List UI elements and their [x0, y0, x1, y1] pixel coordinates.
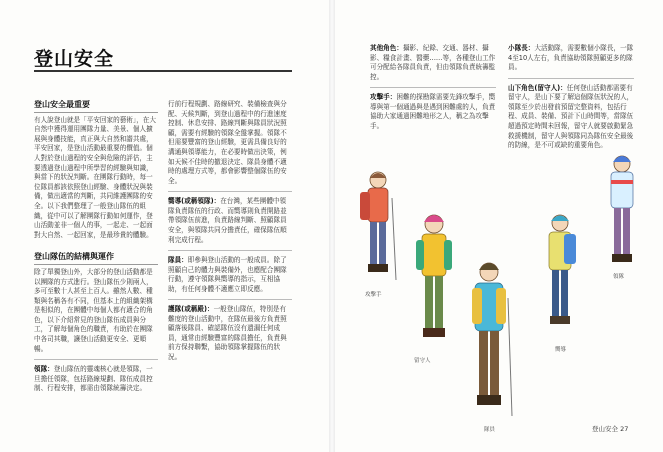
role-label: 攻擊手： [370, 93, 397, 102]
left-column-1 [34, 100, 158, 398]
section-heading-safety: 登山安全最重要 [34, 100, 158, 113]
role-guide [168, 197, 292, 245]
role-member [168, 256, 292, 294]
role-sweeper [168, 305, 292, 363]
leader-illustration [602, 152, 642, 274]
page-title: 登山安全 [34, 48, 115, 70]
role-text: 任何登山活動都需要有留守人，是山下要了解這個隊伍狀況的人，領隊至少於出發前預留完整資料，包括行程、成員、裝備、預計下山時間等，當隊伍超過預定時間未回報，留守人就要啟動緊急救援機制，留守人與領隊同為隊伍安全最後的防線，是不可或缺的重要角色。 [508, 83, 634, 150]
role-text: 一般登山隊伍，特別是有難度的登山活動中，在隊伍最後方負責照顧落後隊員、確認隊伍沒有遺漏任何成員，通常由經驗豐富的隊員擔任，負責與前方保持聯繫，協助領隊掌握隊伍的狀況。 [168, 305, 287, 362]
divider [168, 250, 292, 251]
section-body-safety: 有人說登山就是「平安回家的藝術」，在大自然中獲得運用團隊力量、美景、個人擴展與身體技能，真正與大自然和諧共處，平安回家，是登山活動最重要的價值。個人對於登山過程的安全與危險的評估，主要透過登山過程中所學習的經驗與知識，與當下的狀況判斷。在團隊行動時，每一位隊員都該依照登山經驗、身體狀況與裝備，做出適當的判斷，共同維護團隊的安全。以下我們整理了一般登山隊伍的組織，從中可以了解團隊行動如何運作，登山活動並非一個人的事，一起走、一起面對大自然、一起回家，是最珍貴的體驗。 [34, 115, 156, 239]
caption-guide: 嚮導 [555, 347, 567, 353]
caption-leader: 領隊 [613, 274, 625, 280]
attacker-illustration [356, 168, 400, 286]
role-attacker [370, 93, 496, 131]
right-column-2 [508, 44, 634, 155]
role-text: 登山隊伍的靈魂核心就是領隊，一旦擔任領隊，包括路線規劃、隊伍成員控制、行程安排，都需由領隊統籌決定。 [34, 365, 153, 393]
guide-illustration [538, 210, 582, 338]
role-text: 大活動隊，需要數個小隊長，一隊4至10人左右，負責協助領隊照顧更多的隊員。 [508, 44, 634, 72]
role-text: 即參與登山活動的一般成員。除了照顧自己的體力與裝備外，也應配合團隊行動，遵守領隊與嚮導的指示，互相協助，有任何身體不適應立即反應。 [168, 255, 287, 293]
page-footer: 登山安全 27 [592, 425, 629, 433]
section-body-structure: 除了單獨登山外，大部分的登山活動都是以團隊的方式進行。登山隊伍少則兩人，多可至數十人甚至上百人。雖然人數、種類與名稱各有不同，但基本上的組織架構是相似的，在團體中每個人都有適合的角色，以下介紹常見的登山隊伍成員與分工，了解每個角色的職責，有助於在團隊中各司其職，讓登山活動更安全、更順暢。 [34, 267, 153, 353]
role-mountain-guard [508, 84, 634, 151]
role-label: 嚮導(或稱領隊)： [168, 197, 221, 206]
divider [34, 359, 158, 360]
divider [168, 299, 292, 300]
divider [508, 78, 634, 79]
section-heading-structure: 登山隊伍的結構與運作 [34, 252, 158, 265]
role-label: 其他角色： [370, 44, 403, 52]
member-illustration [464, 258, 514, 422]
caption-attacker: 攻擊手 [365, 292, 382, 298]
divider [168, 191, 292, 192]
role-label: 領隊： [34, 365, 54, 374]
role-text: 困難的探勘隊需要先鋒攻擊手，嚮導與第一個通過與是遇到困難處的人，負責協助大家通過困難地形之人，稱之為攻擊手。 [370, 93, 496, 130]
role-others [370, 44, 496, 82]
divider [370, 87, 496, 88]
role-label: 護隊(或稱殿)： [168, 305, 214, 314]
caption-member: 隊員 [484, 427, 496, 433]
title-divider [34, 70, 292, 72]
role-label: 小隊長： [508, 44, 535, 52]
role-label: 山下角色(留守人)： [508, 83, 567, 92]
role-leader [34, 365, 158, 394]
page-gutter [329, 0, 335, 452]
role-squad-leader [508, 44, 634, 73]
right-column-1 [370, 44, 496, 136]
role-text: 攝影、紀錄、交通、器材、攝影、糧食計畫、醫藥……等，各種登山工作可分配給各隊員負責，但由領隊負責統籌監控。 [370, 44, 496, 81]
leader-continued: 行前行程規劃、路線研究、裝備檢查與分配、天候判斷，到登山過程中的行進速度控制、休息安排、路線判斷與隊員狀況照顧，需要有經驗的領隊全盤掌握。領隊不但需要豐富的登山經驗，更需具備良好的溝通與領導能力，在必要時做出決策，例如天候不佳時的撤退決定、隊員身體不適時的處理方式等，都會影響整個隊伍的安全。 [168, 100, 287, 185]
left-column-2 [168, 100, 292, 367]
caption-guardian: 留守人 [414, 358, 431, 364]
guardian-illustration [412, 210, 456, 350]
role-text: 在台灣，某些團體中領隊負責隊伍的行政、而嚮導則負責開路並帶領隊伍前進，負責路線判斷、照顧隊員安全，與領隊共同分擔責任，確保隊伍順利完成行程。 [168, 197, 287, 244]
role-label: 隊員： [168, 255, 188, 264]
